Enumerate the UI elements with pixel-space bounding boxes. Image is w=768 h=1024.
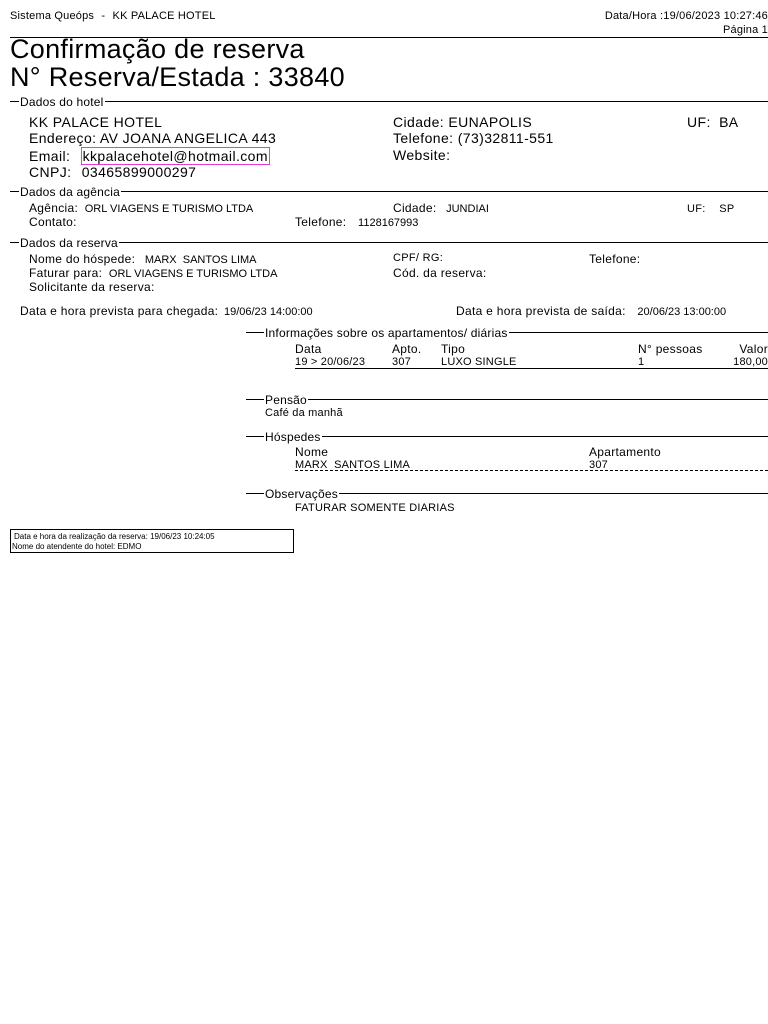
print-datetime: Data/Hora :19/06/2023 10:27:46	[604, 10, 768, 22]
room-date: 19 > 20/06/23	[295, 356, 366, 368]
board-section-rule	[246, 399, 768, 400]
hotel-address: Endereço: AV JOANA ANGELICA 443	[29, 130, 277, 146]
guests-row-rule	[295, 470, 768, 471]
board-value: Café da manhã	[265, 407, 343, 419]
room-type: LUXO SINGLE	[441, 356, 517, 368]
rooms-header-date: Data	[295, 342, 322, 356]
guests-header-apt: Apartamento	[589, 445, 662, 459]
hotel-section-rule	[10, 101, 768, 102]
departure: Data e hora prevista de saída: 20/06/23 13:00:00	[456, 304, 727, 318]
agency-name: Agência: ORL VIAGENS E TURISMO LTDA	[29, 201, 254, 215]
system-name: Sistema Queóps - KK PALACE HOTEL	[10, 10, 216, 22]
hotel-email-row	[29, 147, 270, 165]
rooms-header-apt: Apto.	[392, 342, 422, 356]
reservation-section-rule	[10, 242, 768, 243]
guests-section-rule	[246, 436, 768, 437]
rooms-section-title: Informações sobre os apartamentos/ diárias	[265, 326, 508, 340]
agency-contact: Contato:	[29, 215, 77, 229]
hotel-section-title: Dados do hotel	[20, 95, 104, 109]
notes-section-title: Observações	[265, 487, 338, 501]
rooms-header-people: N° pessoas	[638, 342, 703, 356]
cpf-rg: CPF/ RG:	[393, 252, 444, 264]
guests-section-title: Hóspedes	[265, 430, 321, 444]
hotel-cnpj: CNPJ: 03465899000297	[29, 164, 197, 180]
agency-city: Cidade: JUNDIAI	[393, 201, 489, 215]
hotel-email-link[interactable]: kkpalacehotel@hotmail.com	[82, 148, 268, 164]
email-label: Email:	[29, 148, 71, 164]
reservation-code: Cód. da reserva:	[393, 266, 487, 280]
guest-row-apt: 307	[589, 459, 608, 471]
agency-section-rule	[10, 191, 768, 192]
guests-header-name: Nome	[295, 445, 329, 459]
hotel-phone: Telefone: (73)32811-551	[393, 130, 554, 146]
hotel-website: Website:	[393, 147, 451, 163]
arrival: Data e hora prevista para chegada: 19/06/23 14:00:00	[20, 304, 313, 318]
notes-text: FATURAR SOMENTE DIARIAS	[295, 502, 455, 514]
reservation-number: N° Reserva/Estada : 33840	[10, 62, 345, 92]
room-apt: 307	[392, 356, 411, 368]
rooms-header-type: Tipo	[441, 342, 466, 356]
agency-phone: Telefone: 1128167993	[295, 215, 419, 229]
requester: Solicitante da reserva:	[29, 280, 155, 294]
hotel-uf: UF: BA	[687, 114, 739, 130]
bill-to: Faturar para: ORL VIAGENS E TURISMO LTDA	[29, 266, 278, 280]
room-value: 180,00	[733, 356, 768, 368]
hotel-name: KK PALACE HOTEL	[29, 114, 163, 130]
page-title: Confirmação de reserva	[10, 34, 305, 64]
agency-uf: UF: SP	[687, 203, 735, 215]
guest-name: Nome do hóspede: MARX SANTOS LIMA	[29, 252, 257, 266]
page-number: Página 1	[722, 24, 768, 36]
footer-box	[10, 529, 294, 553]
reservation-section-title: Dados da reserva	[20, 236, 118, 250]
hotel-attendant: Nome do atendente do hotel: EDMO	[12, 542, 142, 551]
board-section-title: Pensão	[265, 393, 307, 407]
agency-section-title: Dados da agência	[20, 185, 120, 199]
reservation-created: Data e hora da realização da reserva: 19/06/23 10:24:05	[14, 532, 215, 541]
hotel-city: Cidade: EUNAPOLIS	[393, 114, 533, 130]
rooms-row-rule	[295, 368, 768, 369]
reservation-phone: Telefone:	[589, 252, 641, 266]
room-people: 1	[638, 356, 645, 368]
guest-row-name: MARX SANTOS LIMA	[295, 459, 411, 471]
rooms-header-value: Valor	[739, 342, 768, 356]
